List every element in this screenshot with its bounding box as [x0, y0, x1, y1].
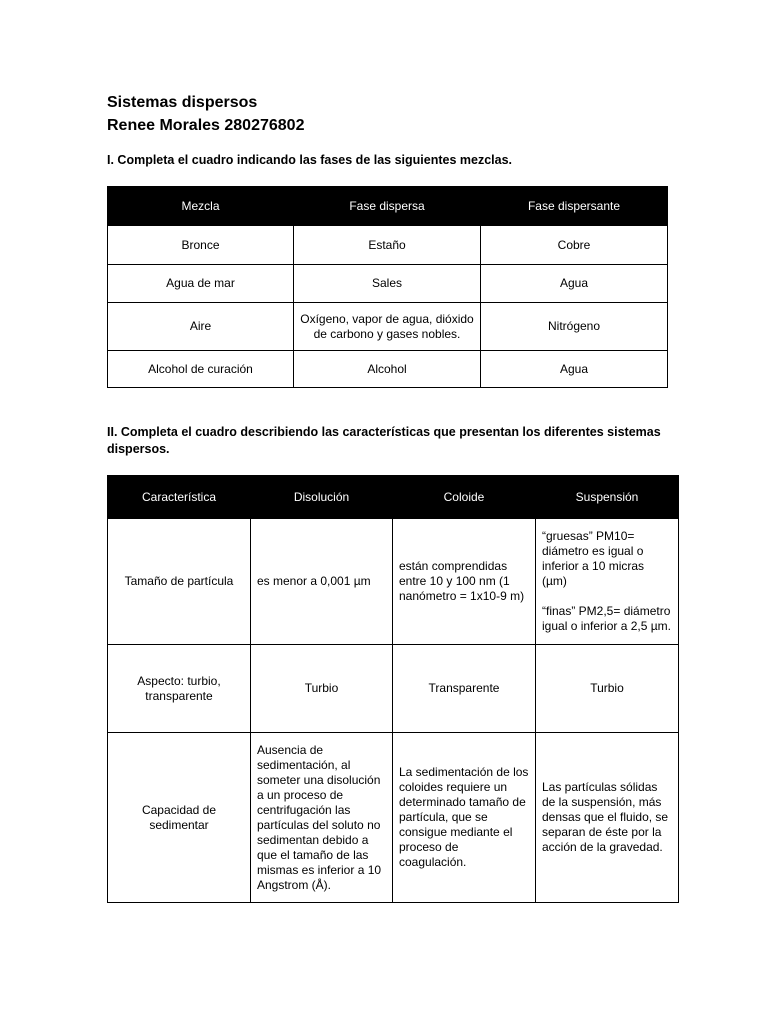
table-header-row — [108, 476, 679, 519]
table-cell: Las partículas sólidas de la suspensión, más densas que el fluido, se separan de éste por la acción de la gravedad. — [536, 733, 679, 903]
table-row — [108, 226, 668, 265]
column-header: Característica — [108, 476, 251, 519]
table-cell: Estaño — [294, 226, 481, 265]
table-cell: Agua de mar — [108, 265, 294, 303]
column-header: Fase dispersante — [481, 187, 668, 226]
table-row — [108, 519, 679, 645]
document-title: Sistemas dispersos — [107, 94, 258, 111]
section2-instruction: II. Completa el cuadro describiendo las características que presentan los diferentes sistemas dispersos. — [107, 425, 661, 456]
table-cell: Tamaño de partícula — [108, 519, 251, 645]
column-header: Suspensión — [536, 476, 679, 519]
table-cell: Sales — [294, 265, 481, 303]
table-cell: “gruesas” PM10= diámetro es igual o inferior a 10 micras (µm) “finas” PM2,5= diámetro igual o inferior a 2,5 µm. — [536, 519, 679, 645]
section1-instruction: I. Completa el cuadro indicando las fases de las siguientes mezclas. — [107, 153, 513, 167]
characteristics-table — [107, 475, 679, 903]
table-row — [108, 351, 668, 388]
table-cell: Alcohol — [294, 351, 481, 388]
table-header-row — [108, 187, 668, 226]
table-cell: es menor a 0,001 µm — [251, 519, 393, 645]
phases-table — [107, 186, 668, 388]
table-cell: Turbio — [536, 645, 679, 733]
column-header: Disolución — [251, 476, 393, 519]
table-cell: Turbio — [251, 645, 393, 733]
table-cell: Agua — [481, 265, 668, 303]
table-row — [108, 733, 679, 903]
table-cell: Transparente — [393, 645, 536, 733]
table-cell: Alcohol de curación — [108, 351, 294, 388]
table-cell: Capacidad de sedimentar — [108, 733, 251, 903]
column-header: Fase dispersa — [294, 187, 481, 226]
table-cell: Agua — [481, 351, 668, 388]
table-row — [108, 303, 668, 351]
table-cell: Ausencia de sedimentación, al someter una disolución a un proceso de centrifugación las partículas del soluto no sedimentan debido a que el tamaño de las mismas es inferior a 10 Angstrom (Å). — [251, 733, 393, 903]
table-cell: Aspecto: turbio, transparente — [108, 645, 251, 733]
table-cell: Cobre — [481, 226, 668, 265]
document-author: Renee Morales 280276802 — [107, 117, 305, 134]
table-cell: Bronce — [108, 226, 294, 265]
table-cell: Aire — [108, 303, 294, 351]
table-row — [108, 645, 679, 733]
table-cell: Oxígeno, vapor de agua, dióxido de carbono y gases nobles. — [294, 303, 481, 351]
table-cell: La sedimentación de los coloides requiere un determinado tamaño de partícula, que se consigue mediante el proceso de coagulación. — [393, 733, 536, 903]
table-cell: Nitrógeno — [481, 303, 668, 351]
table-cell: están comprendidas entre 10 y 100 nm (1 nanómetro = 1x10-9 m) — [393, 519, 536, 645]
column-header: Mezcla — [108, 187, 294, 226]
column-header: Coloide — [393, 476, 536, 519]
table-row — [108, 265, 668, 303]
